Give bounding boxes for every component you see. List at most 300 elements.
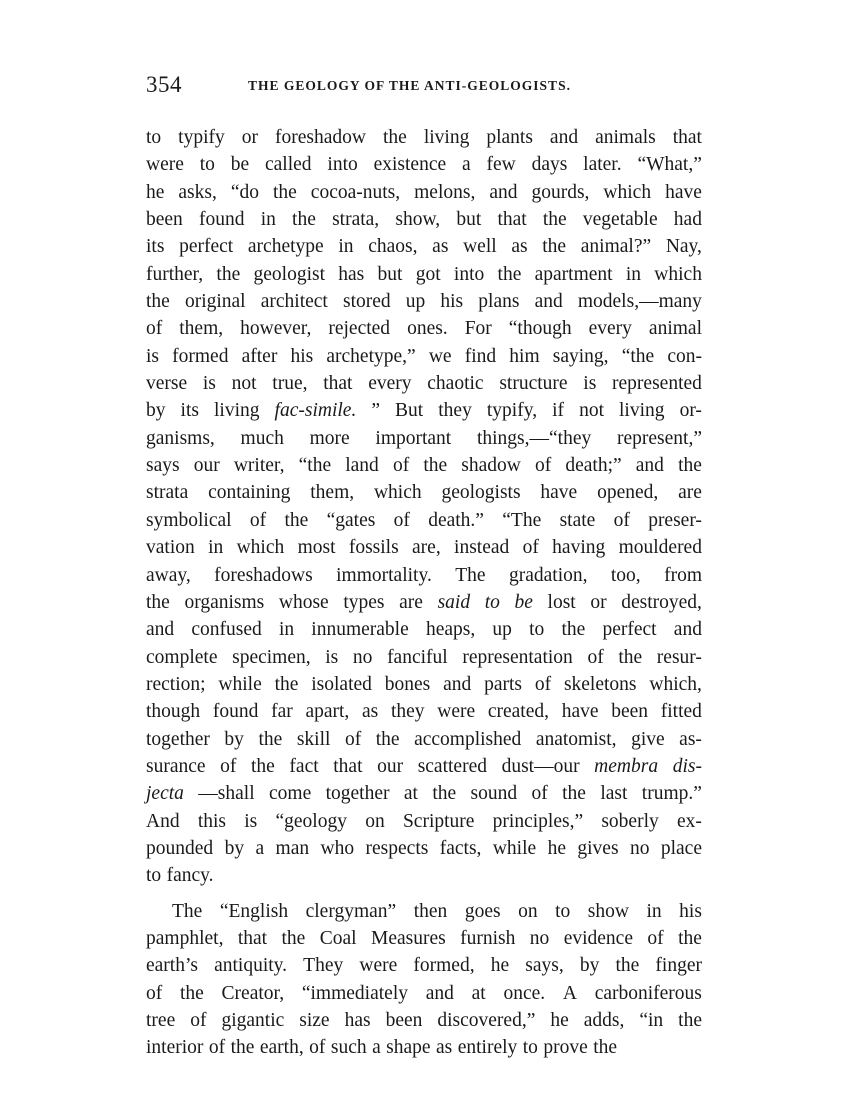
word: preser- (648, 509, 702, 531)
word: to (484, 591, 500, 613)
word: living (619, 400, 665, 422)
word: together (146, 728, 210, 750)
word: man (275, 837, 310, 859)
word: in (260, 209, 276, 231)
word: vegetable (582, 209, 658, 231)
word: opened, (597, 482, 659, 504)
word: “immediately (301, 982, 408, 1004)
text-line (146, 726, 702, 753)
word: to (146, 865, 162, 887)
word: its (180, 400, 199, 422)
word: parts (484, 673, 522, 695)
word: a (372, 1037, 381, 1059)
word: earth’s (146, 955, 198, 977)
word: as (432, 236, 449, 258)
word: the (562, 783, 586, 805)
word: ” (371, 400, 381, 422)
text-line (146, 671, 702, 698)
word: the (678, 455, 702, 477)
word: few (486, 154, 516, 176)
word: formed, (413, 955, 475, 977)
word: existence (373, 154, 447, 176)
word: apartment (534, 263, 613, 285)
word: of (534, 455, 552, 477)
word: the (179, 982, 204, 1004)
word: he (146, 181, 165, 203)
word: of (190, 1010, 207, 1031)
word: by (224, 728, 244, 750)
word: however, (240, 318, 312, 340)
word: “gates (326, 509, 376, 531)
text-line (146, 644, 702, 671)
word: the (146, 591, 170, 613)
word: models,—many (577, 291, 702, 313)
word: The (455, 564, 486, 586)
word: animal?” (580, 236, 652, 258)
word: surance (146, 755, 206, 777)
text-line (146, 315, 702, 342)
word: verse (146, 373, 188, 395)
word: its (146, 236, 165, 258)
word: typify, (486, 400, 538, 422)
paragraph (146, 124, 702, 890)
word: be (514, 591, 533, 613)
word: them, (310, 482, 355, 504)
word: Nay, (665, 236, 702, 258)
word: that (333, 755, 363, 777)
word: accomplished (414, 728, 522, 750)
word: been (611, 701, 649, 723)
text-line (146, 343, 702, 370)
word: true, (272, 373, 308, 395)
word: —shall (198, 783, 255, 805)
word: were (146, 154, 184, 176)
word: jecta (146, 783, 184, 805)
word: a (255, 837, 265, 859)
word: fanciful (387, 646, 448, 668)
word: as (436, 1037, 453, 1059)
word: that (672, 127, 702, 148)
word: in (208, 537, 224, 559)
word: soberly (601, 810, 659, 832)
word: represent,” (616, 427, 702, 449)
word: “the (298, 455, 332, 477)
word: the (292, 209, 316, 231)
word: give (631, 728, 665, 750)
word: every (368, 373, 412, 395)
word: which (373, 482, 422, 504)
word: specimen, (232, 646, 311, 668)
word: mouldered (618, 537, 702, 559)
word: they (390, 701, 425, 723)
word: found (199, 209, 245, 231)
word: fancy. (166, 865, 214, 887)
word: into (327, 154, 358, 176)
text-line (146, 425, 702, 452)
word: far (271, 701, 293, 723)
text-line (146, 835, 702, 862)
word: have (540, 482, 578, 504)
word: no (629, 837, 650, 859)
word: he (550, 1010, 569, 1031)
word: the (497, 263, 522, 285)
word: most (297, 537, 336, 559)
word: well (463, 236, 497, 258)
text-line (146, 452, 702, 479)
word: find (464, 345, 497, 367)
word: and (635, 455, 664, 477)
word: but (456, 209, 482, 231)
word: we (428, 345, 452, 367)
text-line (146, 479, 702, 506)
word: though (146, 701, 201, 723)
word: been (146, 209, 183, 231)
word: in (646, 900, 662, 922)
word: by (579, 955, 600, 977)
word: living (214, 400, 260, 422)
word: the (542, 209, 567, 231)
word: of (393, 509, 410, 531)
word: prove (543, 1037, 588, 1059)
word: finger (655, 955, 702, 977)
word: Measures (371, 927, 446, 949)
word: called (265, 154, 312, 176)
word: him (509, 345, 540, 367)
word: complete (146, 646, 218, 668)
word: more (309, 427, 350, 449)
word: in (338, 236, 354, 258)
text-line (146, 980, 702, 1007)
word: And (146, 810, 180, 832)
word: he (547, 837, 566, 859)
word: anatomist, (535, 728, 617, 750)
word: but (377, 263, 403, 285)
word: he (490, 955, 510, 977)
word: not (231, 373, 257, 395)
word: are, (412, 537, 441, 559)
text-line (146, 616, 702, 643)
word: much (240, 427, 284, 449)
word: no (529, 927, 550, 949)
word: the (274, 673, 299, 695)
word: of (220, 755, 237, 777)
word: stored (342, 291, 391, 313)
word: destroyed, (621, 591, 702, 613)
word: asks, (178, 181, 217, 203)
word: and (549, 127, 579, 148)
word: this (197, 810, 227, 832)
text-line (146, 507, 702, 534)
text-line (146, 397, 702, 424)
word: such (330, 1037, 367, 1059)
word: to (529, 619, 545, 641)
word: later. (583, 154, 622, 176)
word: and (443, 673, 472, 695)
word: of (531, 783, 548, 805)
word: structure (499, 373, 568, 395)
text-line (146, 862, 702, 889)
word: no (352, 646, 373, 668)
text-line (146, 261, 702, 288)
word: land (345, 455, 379, 477)
word: as- (679, 728, 702, 750)
word: then (413, 900, 448, 922)
text-line (146, 925, 702, 952)
word: chaos, (368, 236, 418, 258)
word: and (489, 181, 518, 203)
word: come (269, 783, 312, 805)
word: too, (610, 564, 641, 586)
word: types (343, 591, 385, 613)
paragraph-gap (146, 890, 702, 898)
word: gives (577, 837, 619, 859)
word: important (375, 427, 452, 449)
word: of (613, 509, 630, 531)
word: discovered,” (437, 1010, 536, 1031)
word: carboniferous (594, 982, 702, 1004)
word: if (552, 400, 565, 422)
word: the (284, 509, 309, 531)
word: plans (478, 291, 520, 313)
word: had (673, 209, 702, 231)
word: or- (679, 400, 702, 422)
word: They (303, 955, 344, 977)
word: goes (464, 900, 501, 922)
word: strata, (332, 209, 380, 231)
word: and (673, 619, 702, 641)
word: writer, (233, 455, 285, 477)
word: gigantic (221, 1010, 285, 1031)
word: away, (146, 564, 191, 586)
word: archetype (247, 236, 324, 258)
word: of (534, 673, 552, 695)
word: them, (179, 318, 224, 340)
word: which (654, 263, 702, 285)
word: con- (667, 345, 702, 367)
word: further, (146, 263, 204, 285)
word: to (146, 127, 162, 148)
word: “geology (275, 810, 347, 832)
word: of (309, 1037, 326, 1059)
word: the (382, 127, 407, 148)
word: original (184, 291, 246, 313)
word: trump.” (641, 783, 702, 805)
word: in (625, 263, 642, 285)
word: fac-simile. (274, 400, 357, 422)
word: rection; (146, 673, 206, 695)
word: evidence (563, 927, 633, 949)
word: is (146, 345, 160, 367)
word: on (518, 900, 538, 922)
word: represented (612, 373, 702, 395)
word: to (199, 154, 215, 176)
word: immortality. (336, 564, 432, 586)
word: confused (191, 619, 262, 641)
word: got (415, 263, 441, 285)
word: geologist (253, 263, 326, 285)
word: fact (289, 755, 319, 777)
word: The (172, 900, 203, 922)
word: be (230, 154, 250, 176)
word: instead (454, 537, 510, 559)
word: of (392, 455, 410, 477)
word: says, (525, 955, 564, 977)
word: facts, (439, 837, 482, 859)
word: the (593, 1037, 618, 1059)
word: death.” (428, 509, 484, 531)
text-line (146, 206, 702, 233)
word: of (647, 927, 664, 949)
text-line (146, 1034, 702, 1061)
word: the (272, 181, 297, 203)
word: which (236, 537, 285, 559)
text-line (146, 288, 702, 315)
word: his (440, 291, 464, 313)
text-line (146, 753, 702, 780)
word: typify (178, 127, 225, 148)
word: is (583, 373, 597, 395)
word: which (603, 181, 652, 203)
word: the (542, 236, 567, 258)
word: in (278, 619, 295, 641)
word: not (579, 400, 604, 422)
word: of (522, 537, 539, 559)
word: his (679, 900, 702, 922)
word: fitted (660, 701, 702, 723)
word: at (403, 783, 418, 805)
word: that (237, 927, 268, 949)
word: up (405, 291, 426, 313)
word: up (492, 619, 512, 641)
word: the (258, 728, 283, 750)
word: every (588, 318, 632, 340)
word: architect (260, 291, 328, 313)
word: were (359, 955, 398, 977)
word: ex- (676, 810, 702, 832)
word: found (212, 701, 259, 723)
word: A (562, 982, 577, 1004)
running-title: THE GEOLOGY OF THE ANTI-GEOLOGISTS. (248, 78, 571, 93)
word: by (224, 837, 245, 859)
word: shadow (461, 455, 521, 477)
word: our (193, 455, 220, 477)
word: the (432, 783, 457, 805)
word: clergyman” (305, 900, 397, 922)
word: after (241, 345, 278, 367)
word: the (561, 619, 586, 641)
word: rejected (328, 318, 391, 340)
word: perfect (179, 236, 234, 258)
word: that (323, 373, 353, 395)
running-head (146, 72, 706, 102)
word: the (678, 927, 702, 949)
word: of (146, 318, 163, 340)
word: are (678, 482, 702, 504)
word: the (230, 1037, 255, 1059)
word: interior (146, 1037, 204, 1059)
word: the (146, 291, 170, 313)
word: Coal (319, 927, 357, 949)
word: antiquity. (214, 955, 288, 977)
word: into (453, 263, 485, 285)
word: cocoa-nuts, (310, 181, 401, 203)
word: fossils (348, 537, 399, 559)
word: earth, (259, 1037, 304, 1059)
word: and (534, 291, 563, 313)
word: our (377, 755, 404, 777)
word: Creator, (221, 982, 285, 1004)
word: of (146, 982, 163, 1004)
word: having (552, 537, 606, 559)
word: the (281, 927, 306, 949)
word: lost (547, 591, 576, 613)
word: the (216, 263, 241, 285)
word: to (555, 900, 571, 922)
word: respects (365, 837, 429, 859)
word: once. (503, 982, 546, 1004)
word: ganisms, (146, 427, 215, 449)
word: things,—“they (476, 427, 592, 449)
word: isolated (311, 673, 372, 695)
word: are (399, 591, 423, 613)
word: pamphlet, (146, 927, 224, 949)
text-line (146, 898, 702, 925)
word: principles,” (492, 810, 584, 832)
word: formed (172, 345, 229, 367)
word: sound (470, 783, 518, 805)
word: perfect (602, 619, 657, 641)
word: whose (278, 591, 329, 613)
word: created, (487, 701, 549, 723)
word: to (522, 1037, 538, 1059)
word: days (531, 154, 568, 176)
word: of (208, 1037, 226, 1059)
word: while (492, 837, 537, 859)
word: Scripture (402, 810, 475, 832)
word: that (497, 209, 527, 231)
text-line (146, 370, 702, 397)
word: says (146, 455, 180, 477)
word: gradation, (508, 564, 588, 586)
word: by (146, 400, 166, 422)
word: shape (386, 1037, 431, 1059)
word: skeletons (563, 673, 637, 695)
word: dust—our (501, 755, 580, 777)
text-line (146, 952, 702, 979)
text-line (146, 808, 702, 835)
word: while (218, 673, 262, 695)
text-line (146, 780, 702, 807)
word: from (664, 564, 702, 586)
word: last (600, 783, 628, 805)
word: has (344, 1010, 371, 1031)
word: or (590, 591, 607, 613)
word: as (511, 236, 528, 258)
word: has (338, 263, 365, 285)
text-line (146, 151, 702, 178)
word: death;” (565, 455, 622, 477)
word: scattered (417, 755, 487, 777)
word: who (320, 837, 355, 859)
word: adds, (583, 1010, 625, 1031)
word: as (362, 701, 379, 723)
word: the (615, 955, 640, 977)
word: pounded (146, 837, 214, 859)
word: plants (486, 127, 533, 148)
word: resur- (656, 646, 702, 668)
text-line (146, 124, 702, 151)
word: ones. (407, 318, 448, 340)
